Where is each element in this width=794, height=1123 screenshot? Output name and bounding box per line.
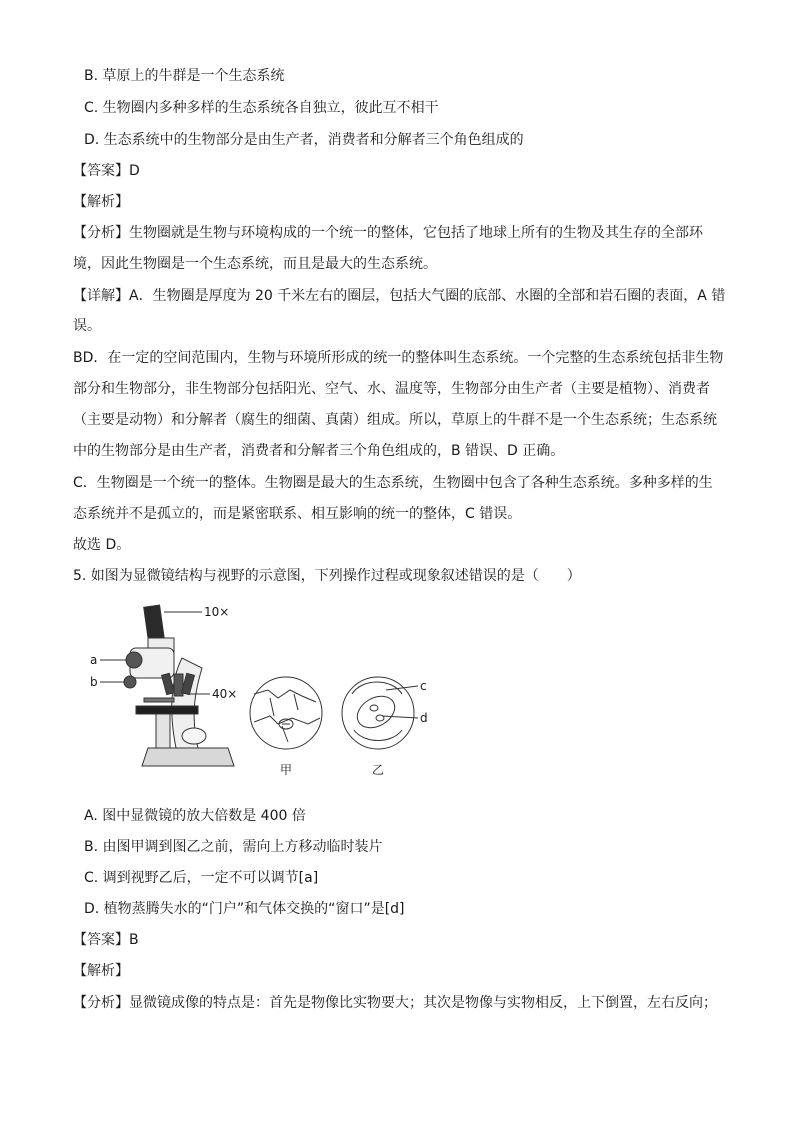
option-b: B. 草原上的牛群是一个生态系统 (84, 68, 285, 84)
label-a: a (90, 653, 98, 667)
option-c: C. 生物圈内多种多样的生态系统各自独立，彼此互不相干 (84, 100, 439, 116)
answer-line: 【答案】D (73, 163, 140, 179)
detail-text-8: 态系统并不是孤立的，而是紧密联系、相互影响的统一的整体，C 错误。 (73, 506, 522, 522)
q5-option-b: B. 由图甲调到图乙之前，需向上方移动临时装片 (84, 839, 383, 855)
eyepiece-label: 10× (204, 605, 230, 619)
analysis-text-1: 【分析】生物圈就是生物与环境构成的一个统一的整体，它包括了地球上所有的生物及其生存的全部环 (73, 225, 703, 241)
q5-option-a: A. 图中显微镜的放大倍数是 400 倍 (84, 808, 306, 824)
microscope-illustration (124, 605, 234, 766)
analysis-text-2: 境，因此生物圈是一个生态系统，而且是最大的生态系统。 (73, 256, 437, 272)
microscope-figure (86, 598, 446, 788)
detail-text-4: 部分和生物部分，非生物部分包括阳光、空气、水、温度等，生物部分由生产者（主要是植物）、消费者 (73, 381, 710, 397)
option-d: D. 生态系统中的生物部分是由生产者，消费者和分解者三个角色组成的 (84, 132, 524, 148)
label-b: b (90, 675, 98, 689)
objective-label: 40× (212, 687, 238, 701)
q5-analysis-heading: 【解析】 (73, 963, 129, 979)
label-c: c (420, 679, 427, 693)
view-jia-label: 甲 (280, 763, 293, 777)
question-5: 5. 如图为显微镜结构与视野的示意图，下列操作过程或现象叙述错误的是（ ） (73, 568, 581, 584)
detail-text-2: 误。 (73, 318, 101, 334)
view-yi (342, 677, 418, 749)
detail-text-7: C．生物圈是一个统一的整体。生物圈是最大的生态系统，生物圈中包含了各种生态系统。多种多样的生 (73, 475, 713, 491)
label-d: d (420, 711, 428, 725)
detail-text-5: （主要是动物）和分解者（腐生的细菌、真菌）组成。所以，草原上的牛群不是一个生态系统；生态系统 (73, 412, 717, 428)
q5-answer-line: 【答案】B (73, 932, 139, 948)
detail-text-3: BD．在一定的空间范围内，生物与环境所形成的统一的整体叫生态系统。一个完整的生态系统包括非生物 (73, 350, 724, 366)
view-jia (250, 677, 322, 749)
q5-analysis-text: 【分析】显微镜成像的特点是：首先是物像比实物要大；其次是物像与实物相反，上下倒置，左右反向； (73, 995, 717, 1011)
detail-text-6: 中的生物部分是由生产者，消费者和分解者三个角色组成的，B 错误、D 正确。 (73, 443, 565, 459)
view-yi-label: 乙 (372, 763, 385, 777)
detail-text-1: 【详解】A．生物圈是厚度为 20 千米左右的圈层，包括大气圈的底部、水圈的全部和岩石圈的表面，A 错 (73, 288, 726, 304)
q5-option-c: C. 调到视野乙后，一定不可以调节[a] (84, 870, 319, 886)
q5-option-d: D. 植物蒸腾失水的“门户”和气体交换的“窗口”是[d] (84, 901, 405, 917)
conclusion-line: 故选 D。 (73, 537, 131, 553)
analysis-heading: 【解析】 (73, 194, 129, 210)
